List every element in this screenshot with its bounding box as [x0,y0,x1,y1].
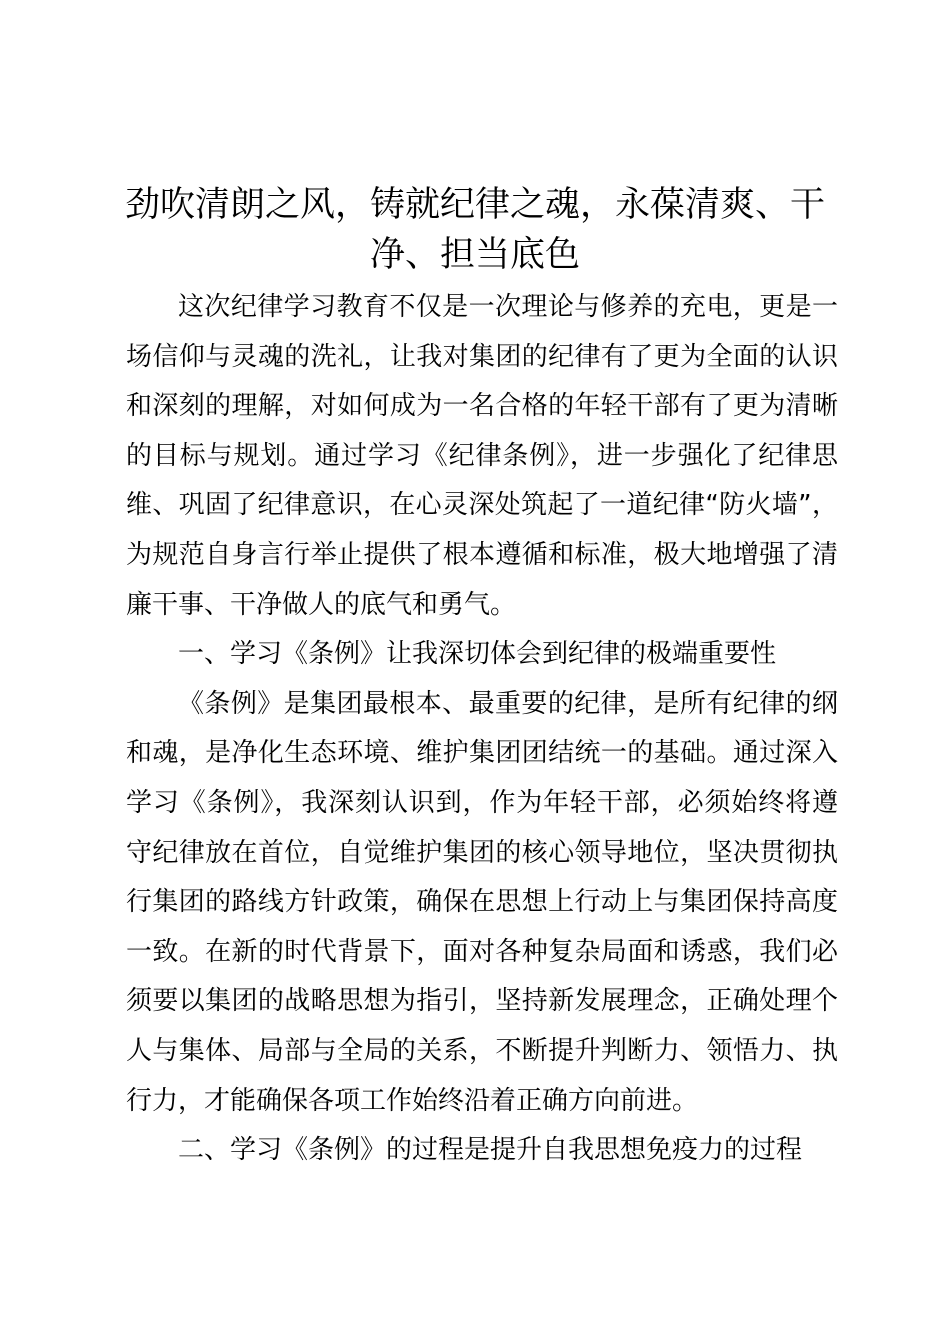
section-heading-1: 一、学习《条例》让我深切体会到纪律的极端重要性 [178,639,777,670]
paragraph-section-1: 《条例》是集团最根本、最重要的纪律，是所有纪律的纲和魂，是净化生态环境、维护集团团结统一的基础。通过深入学习《条例》，我深刻认识到，作为年轻干部，必须始终将遵守纪律放在首位，自觉维护集团的核心领导地位，坚决贯彻执行集团的路线方针政策，确保在思想上行动上与集团保持高度一致。在新的时代背景下，面对各种复杂局面和诱惑，我们必须要以集团的战略思想为指引，坚持新发展理念，正确处理个人与集体、局部与全局的关系，不断提升判断力、领悟力、执行力，才能确保各项工作始终沿着正确方向前进。 [126,688,838,1116]
paragraph-intro: 这次纪律学习教育不仅是一次理论与修养的充电，更是一场信仰与灵魂的洗礼，让我对集团的纪律有了更为全面的认识和深刻的理解，对如何成为一名合格的年轻干部有了更为清晰的目标与规划。通过学习《纪律条例》，进一步强化了纪律思维、巩固了纪律意识，在心灵深处筑起了一道纪律“防火墙”，为规范自身言行举止提供了根本遵循和标准，极大地增强了清廉干事、干净做人的底气和勇气。 [126,292,838,620]
section-heading-2: 二、学习《条例》的过程是提升自我思想免疫力的过程 [178,1135,803,1166]
document-title: 劲吹清朗之风，铸就纪律之魂，永葆清爽、干净、担当底色 [124,185,825,275]
document-body [126,283,838,1176]
